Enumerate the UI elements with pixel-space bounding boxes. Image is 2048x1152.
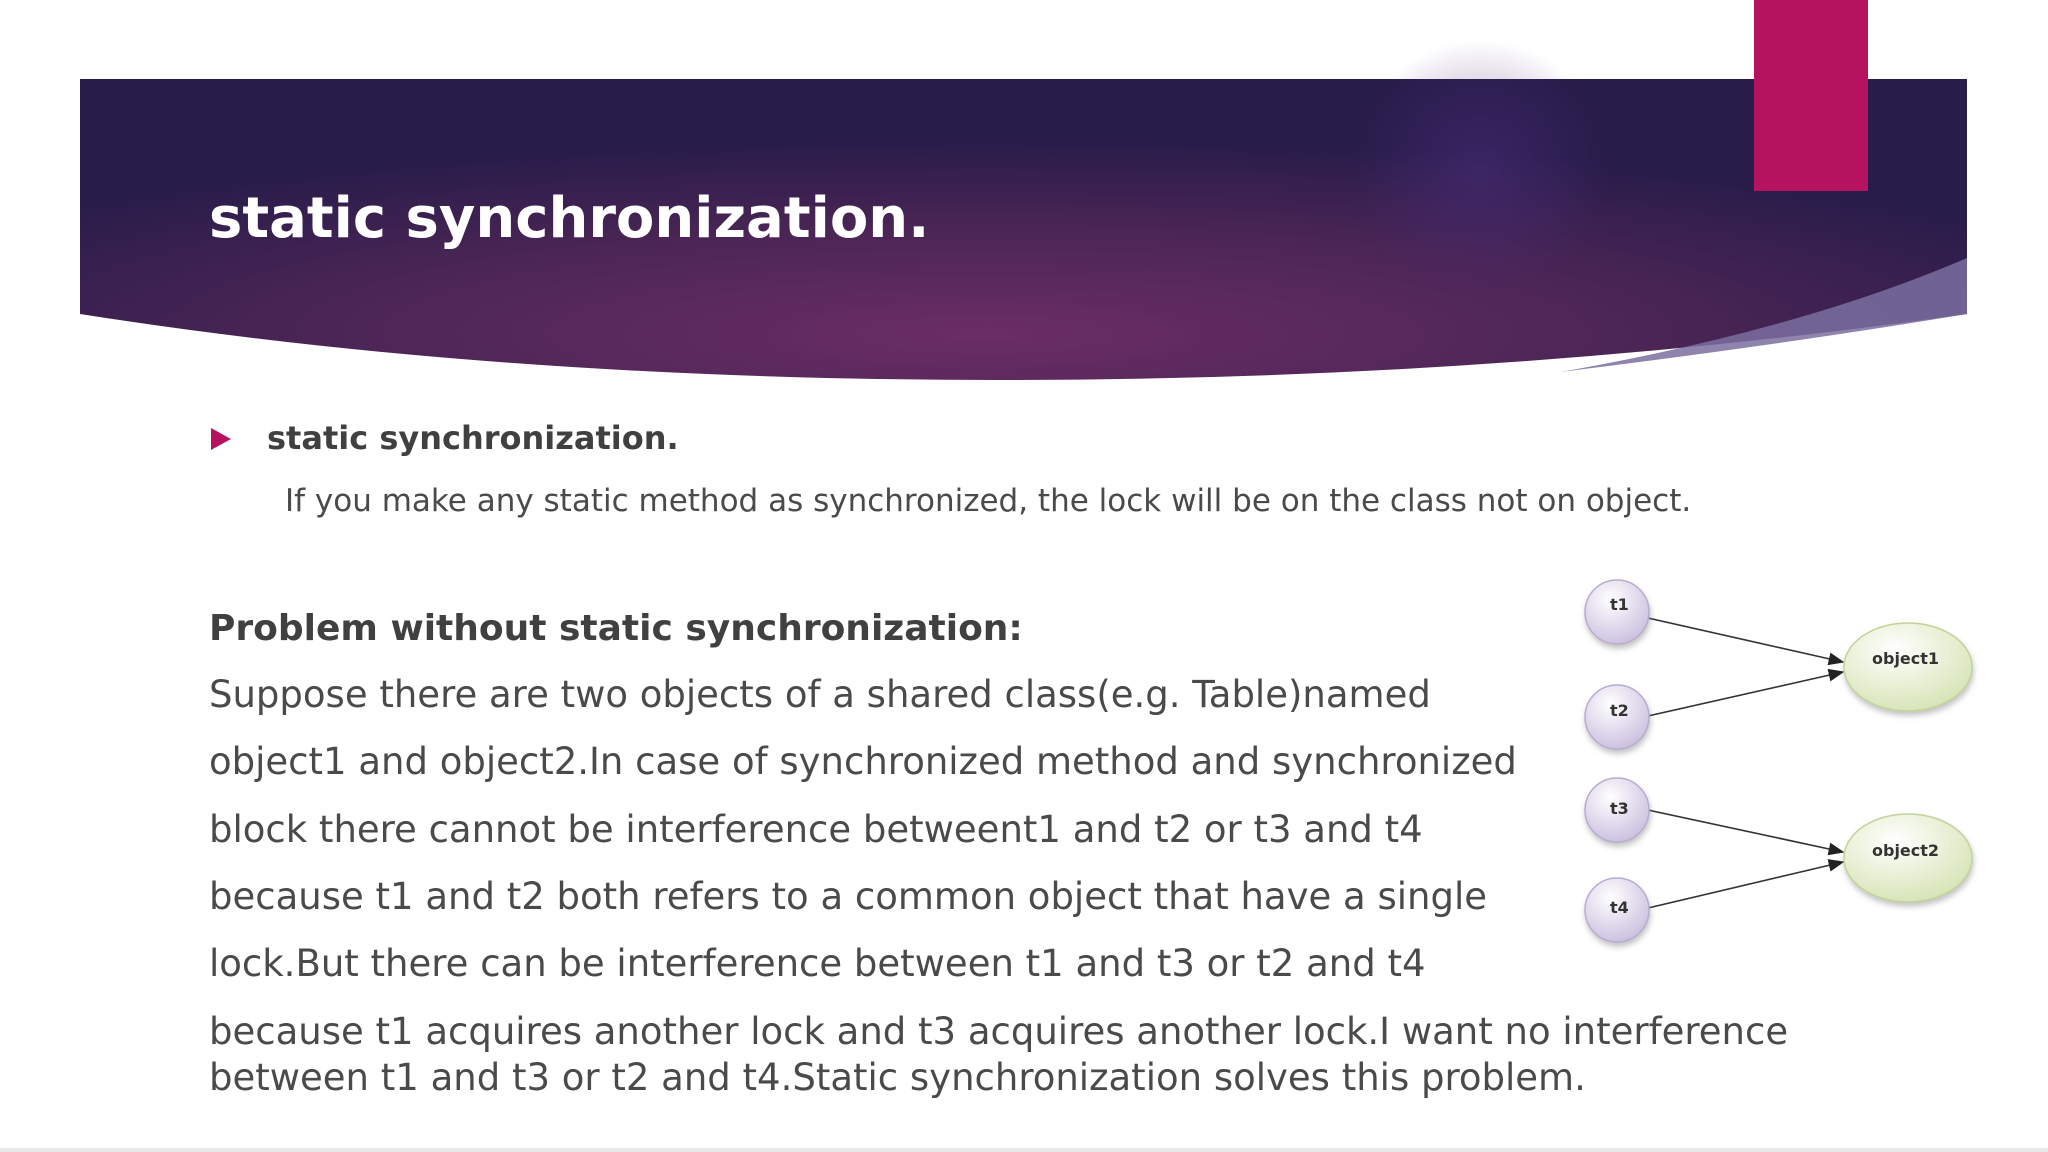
svg-text:object2: object2 — [1872, 841, 1940, 860]
thread-node-t2 — [1585, 685, 1649, 749]
bullet-arrow-icon — [211, 428, 231, 450]
problem-heading: Problem without static synchronization: — [209, 608, 1023, 649]
body-line: lock.But there can be interference between t1 and t3 or t2 and t4 — [209, 942, 1426, 985]
body-line: object1 and object2.In case of synchronized method and synchronized — [209, 740, 1517, 783]
thread-node-t4 — [1585, 878, 1649, 942]
arrow-t2-object1 — [1648, 672, 1843, 716]
bottom-rule — [0, 1148, 2048, 1152]
body-line: block there cannot be interference betweent1 and t2 or t3 and t4 — [209, 808, 1423, 851]
arrow-t1-object1 — [1648, 618, 1843, 662]
svg-text:t3: t3 — [1610, 799, 1629, 818]
body-line: between t1 and t3 or t2 and t4.Static synchronization solves this problem. — [209, 1056, 1586, 1099]
accent-tab — [1754, 0, 1868, 191]
bullet-text: If you make any static method as synchronized, the lock will be on the class not on object. — [285, 483, 1692, 519]
svg-text:t2: t2 — [1610, 701, 1629, 720]
thread-node-t1 — [1585, 580, 1649, 644]
svg-text:t4: t4 — [1610, 898, 1629, 917]
object-node-object1 — [1844, 623, 1972, 711]
object-node-object2 — [1844, 814, 1972, 902]
svg-text:object1: object1 — [1872, 649, 1940, 668]
svg-text:t1: t1 — [1610, 595, 1629, 614]
arrow-t3-object2 — [1648, 810, 1843, 852]
thread-node-t3 — [1585, 778, 1649, 842]
thread-object-diagram — [1560, 570, 1980, 960]
bullet-heading: static synchronization. — [267, 419, 679, 457]
arrow-t4-object2 — [1648, 862, 1843, 908]
slide-title: static synchronization. — [209, 186, 930, 251]
body-line: Suppose there are two objects of a shared class(e.g. Table)named — [209, 673, 1431, 716]
body-line: because t1 and t2 both refers to a common object that have a single — [209, 875, 1487, 918]
body-line: because t1 acquires another lock and t3 acquires another lock.I want no interference — [209, 1010, 1789, 1053]
